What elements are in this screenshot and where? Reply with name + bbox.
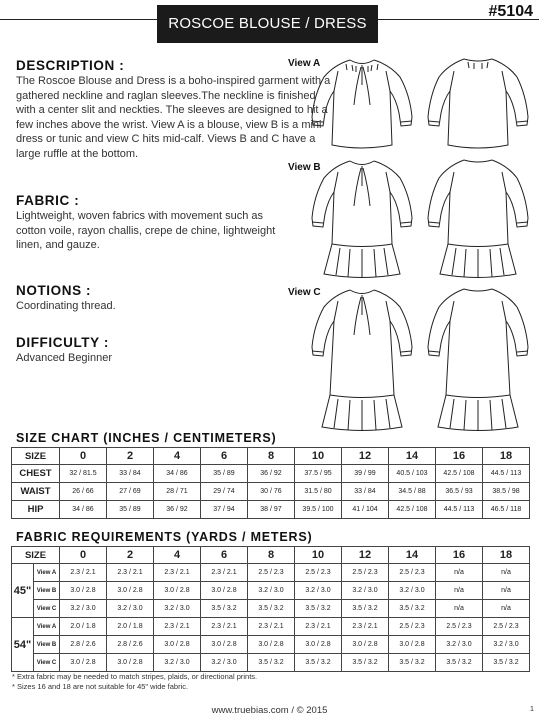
fabric-req-cell: 2.5 / 2.3: [483, 618, 530, 636]
table-row: [12, 564, 530, 582]
size-chart-cell: 46.5 / 118: [483, 501, 530, 519]
fabric-req-cell: 3.5 / 3.2: [389, 654, 436, 672]
fabric-req-cell: 2.5 / 2.3: [389, 564, 436, 582]
fabric-req-cell: n/a: [483, 564, 530, 582]
fabric-req-cell: n/a: [483, 582, 530, 600]
notions-text: Coordinating thread.: [16, 299, 116, 312]
size-chart-cell: 38 / 97: [248, 501, 295, 519]
fabric-req-cell: 3.5 / 3.2: [248, 600, 295, 618]
size-chart-cell: 35 / 89: [107, 501, 154, 519]
fabric-req-cell: 3.0 / 2.8: [248, 636, 295, 654]
fabric-req-cell: 3.2 / 3.0: [154, 654, 201, 672]
size-chart-title: SIZE CHART (INCHES / CENTIMETERS): [16, 431, 277, 445]
size-chart-cell: 44.5 / 113: [483, 465, 530, 483]
size-chart-table: [11, 447, 530, 519]
fabric-req-cell: 2.3 / 2.1: [60, 564, 107, 582]
table-row: [12, 501, 530, 519]
fabric-req-col: 4: [154, 547, 201, 564]
fabric-req-cell: 2.3 / 2.1: [201, 564, 248, 582]
fabric-req-cell: 3.0 / 2.8: [389, 636, 436, 654]
description-heading: DESCRIPTION :: [16, 58, 125, 73]
table-row: [12, 636, 530, 654]
fabric-req-cell: 3.0 / 2.8: [60, 654, 107, 672]
info-column: [16, 58, 336, 366]
fabric-req-cell: 2.5 / 2.3: [436, 618, 483, 636]
table-row: [12, 483, 530, 501]
fabric-req-cell: 3.2 / 3.0: [295, 582, 342, 600]
fabric-req-cell: 2.5 / 2.3: [389, 618, 436, 636]
pattern-title: ROSCOE BLOUSE / DRESS: [157, 5, 378, 43]
fabric-req-cell: 3.0 / 2.8: [342, 636, 389, 654]
description-text: The Roscoe Blouse and Dress is a boho-inspired garment with a gathered neckline and raglan sleeves.The neckline is finished with a center slit and neckties. The sleeves are designed to hit a few inches above the wrist. View A is a blouse, view B is a mini dress or tunic and view C hits mid-calf. Views B and C have a large ruffle at the bottom.: [16, 75, 331, 160]
fabric-section: [16, 193, 336, 253]
description-section: [16, 58, 336, 161]
footnotes: [12, 672, 257, 692]
fabric-req-col: 10: [295, 547, 342, 564]
notions-heading: NOTIONS :: [16, 282, 92, 298]
fabric-req-cell: 2.3 / 2.1: [154, 564, 201, 582]
fabric-req-cell: 2.3 / 2.1: [342, 618, 389, 636]
fabric-req-cell: 3.2 / 3.0: [248, 582, 295, 600]
table-row: [12, 654, 530, 672]
fabric-req-cell: 3.2 / 3.0: [107, 600, 154, 618]
table-row: [12, 582, 530, 600]
size-chart-cell: 33 / 84: [107, 465, 154, 483]
fabric-req-cell: 3.2 / 3.0: [342, 582, 389, 600]
fabric-req-cell: n/a: [436, 600, 483, 618]
size-chart-cell: 34.5 / 88: [389, 483, 436, 501]
fabric-req-cell: 2.3 / 2.1: [248, 618, 295, 636]
size-chart-col: 6: [201, 448, 248, 465]
fabric-req-col: 2: [107, 547, 154, 564]
table-row: [12, 465, 530, 483]
size-chart-col: 4: [154, 448, 201, 465]
size-chart-cell: 33 / 84: [342, 483, 389, 501]
footnote: * Extra fabric may be needed to match stripes, plaids, or directional prints.: [12, 672, 258, 681]
page-number: 1: [529, 704, 534, 713]
fabric-req-cell: 3.5 / 3.2: [295, 600, 342, 618]
footer-text: www.truebias.com / © 2015: [211, 705, 328, 716]
fabric-req-cell: 3.5 / 3.2: [248, 654, 295, 672]
fabric-req-cell: 2.5 / 2.3: [248, 564, 295, 582]
fabric-width-45: 45": [12, 564, 34, 618]
fabric-req-cell: 3.0 / 2.8: [60, 582, 107, 600]
size-chart-cell: 36.5 / 93: [436, 483, 483, 501]
size-chart-col: 0: [60, 448, 107, 465]
size-chart-col: 2: [107, 448, 154, 465]
size-chart-col: 10: [295, 448, 342, 465]
size-chart-cell: 42.5 / 108: [436, 465, 483, 483]
size-chart-row-label: CHEST: [12, 465, 60, 483]
size-chart-cell: 28 / 71: [154, 483, 201, 501]
size-chart-cell: 40.5 / 103: [389, 465, 436, 483]
fabric-req-col: 8: [248, 547, 295, 564]
fabric-req-row-label: View C: [34, 600, 60, 618]
fabric-req-cell: 2.0 / 1.8: [107, 618, 154, 636]
fabric-req-cell: 2.8 / 2.6: [60, 636, 107, 654]
fabric-heading: FABRIC :: [16, 193, 80, 208]
size-chart-col: 12: [342, 448, 389, 465]
fabric-req-cell: n/a: [436, 582, 483, 600]
size-chart-cell: 37.5 / 95: [295, 465, 342, 483]
size-chart-cell: 38.5 / 98: [483, 483, 530, 501]
fabric-req-header-row: [12, 547, 530, 564]
fabric-req-cell: 3.0 / 2.8: [154, 636, 201, 654]
size-chart-cell: 34 / 86: [60, 501, 107, 519]
fabric-req-cell: 3.0 / 2.8: [201, 636, 248, 654]
fabric-req-col: 12: [342, 547, 389, 564]
size-chart-col: 8: [248, 448, 295, 465]
view-b-front-illustration: [308, 156, 416, 282]
fabric-req-cell: 3.0 / 2.8: [107, 582, 154, 600]
fabric-req-cell: 3.5 / 3.2: [342, 600, 389, 618]
size-chart-col: 14: [389, 448, 436, 465]
fabric-req-cell: 3.5 / 3.2: [295, 654, 342, 672]
size-chart-row-label: WAIST: [12, 483, 60, 501]
size-chart-col: 16: [436, 448, 483, 465]
view-c-back-illustration: [424, 285, 532, 435]
size-chart-cell: 29 / 74: [201, 483, 248, 501]
fabric-req-cell: 2.5 / 2.3: [295, 564, 342, 582]
fabric-req-cell: 3.2 / 3.0: [436, 636, 483, 654]
fabric-req-cell: 2.0 / 1.8: [60, 618, 107, 636]
fabric-req-cell: 2.3 / 2.1: [201, 618, 248, 636]
difficulty-text: Advanced Beginner: [16, 352, 113, 364]
view-c-label: View C: [288, 287, 321, 298]
size-chart-cell: 34 / 86: [154, 465, 201, 483]
fabric-req-row-label: View A: [34, 618, 60, 636]
fabric-req-cell: 2.3 / 2.1: [295, 618, 342, 636]
fabric-requirements-table: [11, 546, 530, 672]
size-chart-cell: 37 / 94: [201, 501, 248, 519]
fabric-req-col: 0: [60, 547, 107, 564]
fabric-req-row-label: View C: [34, 654, 60, 672]
size-chart-cell: 36 / 92: [154, 501, 201, 519]
footnote: * Sizes 16 and 18 are not suitable for 45" wide fabric.: [12, 682, 189, 691]
size-chart-header-row: [12, 448, 530, 465]
size-chart-size-label: SIZE: [12, 448, 60, 465]
fabric-req-cell: 3.0 / 2.8: [107, 654, 154, 672]
fabric-req-cell: 2.3 / 2.1: [107, 564, 154, 582]
difficulty-section: [16, 335, 336, 366]
fabric-req-cell: 3.0 / 2.8: [295, 636, 342, 654]
view-b-label: View B: [288, 162, 321, 173]
fabric-req-cell: n/a: [483, 600, 530, 618]
fabric-req-size-label: SIZE: [12, 547, 60, 564]
fabric-req-cell: 3.5 / 3.2: [342, 654, 389, 672]
fabric-req-cell: 3.5 / 3.2: [436, 654, 483, 672]
fabric-req-cell: 2.8 / 2.6: [107, 636, 154, 654]
fabric-req-row-label: View B: [34, 582, 60, 600]
fabric-req-cell: 3.2 / 3.0: [154, 600, 201, 618]
fabric-req-row-label: View B: [34, 636, 60, 654]
size-chart-col: 18: [483, 448, 530, 465]
fabric-req-cell: 3.5 / 3.2: [389, 600, 436, 618]
fabric-req-col: 18: [483, 547, 530, 564]
size-chart-cell: 30 / 76: [248, 483, 295, 501]
fabric-req-cell: n/a: [436, 564, 483, 582]
fabric-req-cell: 3.2 / 3.0: [201, 654, 248, 672]
fabric-req-col: 16: [436, 547, 483, 564]
fabric-req-cell: 3.2 / 3.0: [60, 600, 107, 618]
size-chart-cell: 32 / 81.5: [60, 465, 107, 483]
size-chart-cell: 41 / 104: [342, 501, 389, 519]
table-row: [12, 600, 530, 618]
fabric-req-cell: 3.0 / 2.8: [154, 582, 201, 600]
view-b-back-illustration: [424, 156, 532, 282]
fabric-req-cell: 3.2 / 3.0: [389, 582, 436, 600]
difficulty-heading: DIFFICULTY :: [16, 335, 109, 350]
view-c-front-illustration: [308, 285, 416, 435]
size-chart-cell: 44.5 / 113: [436, 501, 483, 519]
size-chart-cell: 39.5 / 100: [295, 501, 342, 519]
size-chart-cell: 27 / 69: [107, 483, 154, 501]
fabric-req-cell: 2.5 / 2.3: [342, 564, 389, 582]
fabric-req-col: 6: [201, 547, 248, 564]
size-chart-cell: 36 / 92: [248, 465, 295, 483]
size-chart-cell: 31.5 / 80: [295, 483, 342, 501]
size-chart-cell: 26 / 66: [60, 483, 107, 501]
size-chart-cell: 35 / 89: [201, 465, 248, 483]
size-chart-cell: 42.5 / 108: [389, 501, 436, 519]
fabric-text: Lightweight, woven fabrics with movement such as cotton voile, rayon challis, crepe de chine, lightweight linen, and gauze.: [16, 210, 276, 251]
fabric-requirements-title: FABRIC REQUIREMENTS (YARDS / METERS): [16, 530, 313, 544]
view-a-front-illustration: [308, 55, 416, 153]
fabric-req-cell: 3.5 / 3.2: [201, 600, 248, 618]
fabric-req-cell: 3.0 / 2.8: [201, 582, 248, 600]
size-chart-row-label: HIP: [12, 501, 60, 519]
pattern-number: #5104: [488, 3, 533, 20]
size-chart-cell: 39 / 99: [342, 465, 389, 483]
fabric-req-cell: 3.5 / 3.2: [483, 654, 530, 672]
view-a-label: View A: [288, 58, 321, 69]
view-a-back-illustration: [424, 55, 532, 153]
fabric-req-col: 14: [389, 547, 436, 564]
fabric-req-cell: 3.2 / 3.0: [483, 636, 530, 654]
table-row: [12, 618, 530, 636]
fabric-req-row-label: View A: [34, 564, 60, 582]
fabric-width-54: 54": [12, 618, 34, 672]
fabric-req-cell: 2.3 / 2.1: [154, 618, 201, 636]
